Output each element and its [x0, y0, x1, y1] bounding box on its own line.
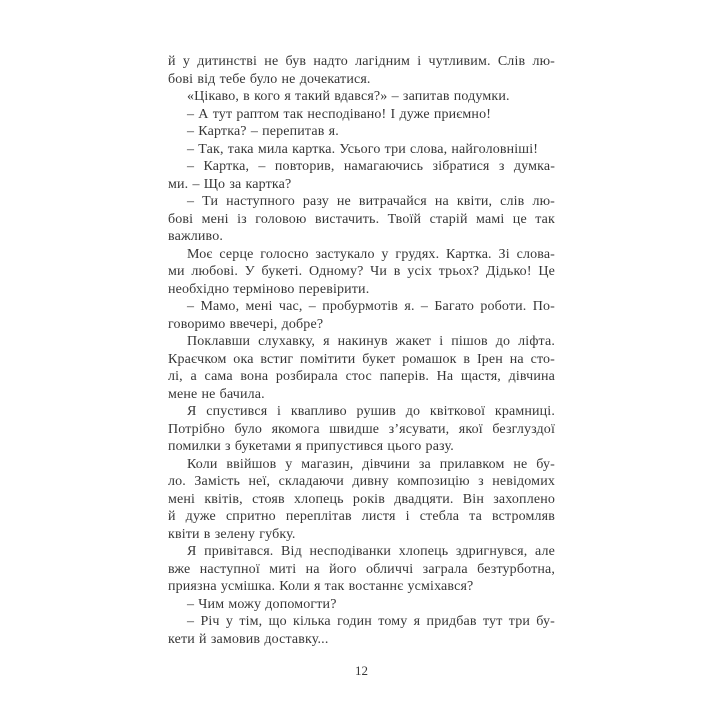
text-line: Потрібно було якомога швидше з’ясувати, якої безглуздої — [168, 421, 555, 437]
text-line: бові мені із головою вистачить. Твоїй старій мамі це так — [168, 211, 555, 227]
text-line: важливо. — [168, 229, 224, 244]
text-line: «Цікаво, в кого я такий вдався?» – запитав подумки. — [187, 89, 510, 104]
text-line: Я привітався. Від несподіванки хлопець здригнувся, але — [187, 544, 555, 559]
text-block — [168, 53, 555, 648]
text-line: Я спустився і квапливо рушив до квіткової крамниці. — [187, 404, 555, 419]
text-line: вже наступної миті на його обличчі заграла безтурботна, — [168, 561, 555, 577]
text-line: квіти в зелену губку. — [168, 526, 296, 542]
page-number: 12 — [355, 663, 368, 678]
text-line: ми. – Що за картка? — [168, 176, 292, 192]
text-line: – Картка? – перепитав я. — [187, 124, 339, 139]
text-line: – А тут раптом так несподівано! І дуже приємно! — [187, 106, 492, 122]
text-line: мене не бачила. — [168, 386, 265, 402]
text-line: – Чим можу допомогти? — [187, 596, 337, 612]
text-line: приязна усмішка. Коли я так востаннє усміхався? — [168, 579, 474, 594]
text-line: необхідно терміново перевірити. — [168, 281, 370, 297]
text-line: ми любові. У букеті. Одному? Чи в усіх трьох? Дідько! Це — [168, 264, 555, 279]
text-line: бові від тебе було не дочекатися. — [168, 71, 371, 87]
text-line: – Річ у тім, що кілька годин тому я придбав тут три бу- — [187, 614, 555, 629]
text-line: лі, а сама вона розбирала стос паперів. На щастя, дівчина — [168, 369, 555, 384]
text-line: й у дитинстві не був надто лагідним і чутливим. Слів лю- — [168, 54, 555, 69]
text-line: Краєчком ока встиг помітити букет ромашок в Ірен на сто- — [168, 351, 555, 367]
text-line: кети й замовив доставку... — [168, 631, 329, 647]
text-line: – Так, така мила картка. Усього три слова, найголовніші! — [187, 141, 539, 157]
text-line: Поклавши слухавку, я накинув жакет і пішов до ліфта. — [187, 334, 555, 349]
text-line: Коли ввійшов у магазин, дівчини за прилавком не бу- — [187, 456, 555, 472]
text-line: мені квітів, стояв хлопець років двадцяти. Він захоплено — [168, 491, 555, 507]
text-line: – Картка, – повторив, намагаючись зібратися з думка- — [187, 159, 555, 174]
text-line: ло. Замість неї, складаючи дивну композицію з невідомих — [168, 474, 555, 489]
text-line: й дуже спритно переплітав листя і стебла та встромляв — [168, 509, 555, 524]
text-line: – Мамо, мені час, – пробурмотів я. – Багато роботи. По- — [187, 299, 555, 314]
text-line: Моє серце голосно застукало у грудях. Картка. Зі слова- — [187, 246, 555, 262]
text-line: помилки з букетами я припустився цього разу. — [168, 439, 454, 454]
text-line: говоримо ввечері, добре? — [168, 316, 324, 332]
text-line: – Ти наступного разу не витрачайся на квіти, слів лю- — [187, 194, 555, 209]
